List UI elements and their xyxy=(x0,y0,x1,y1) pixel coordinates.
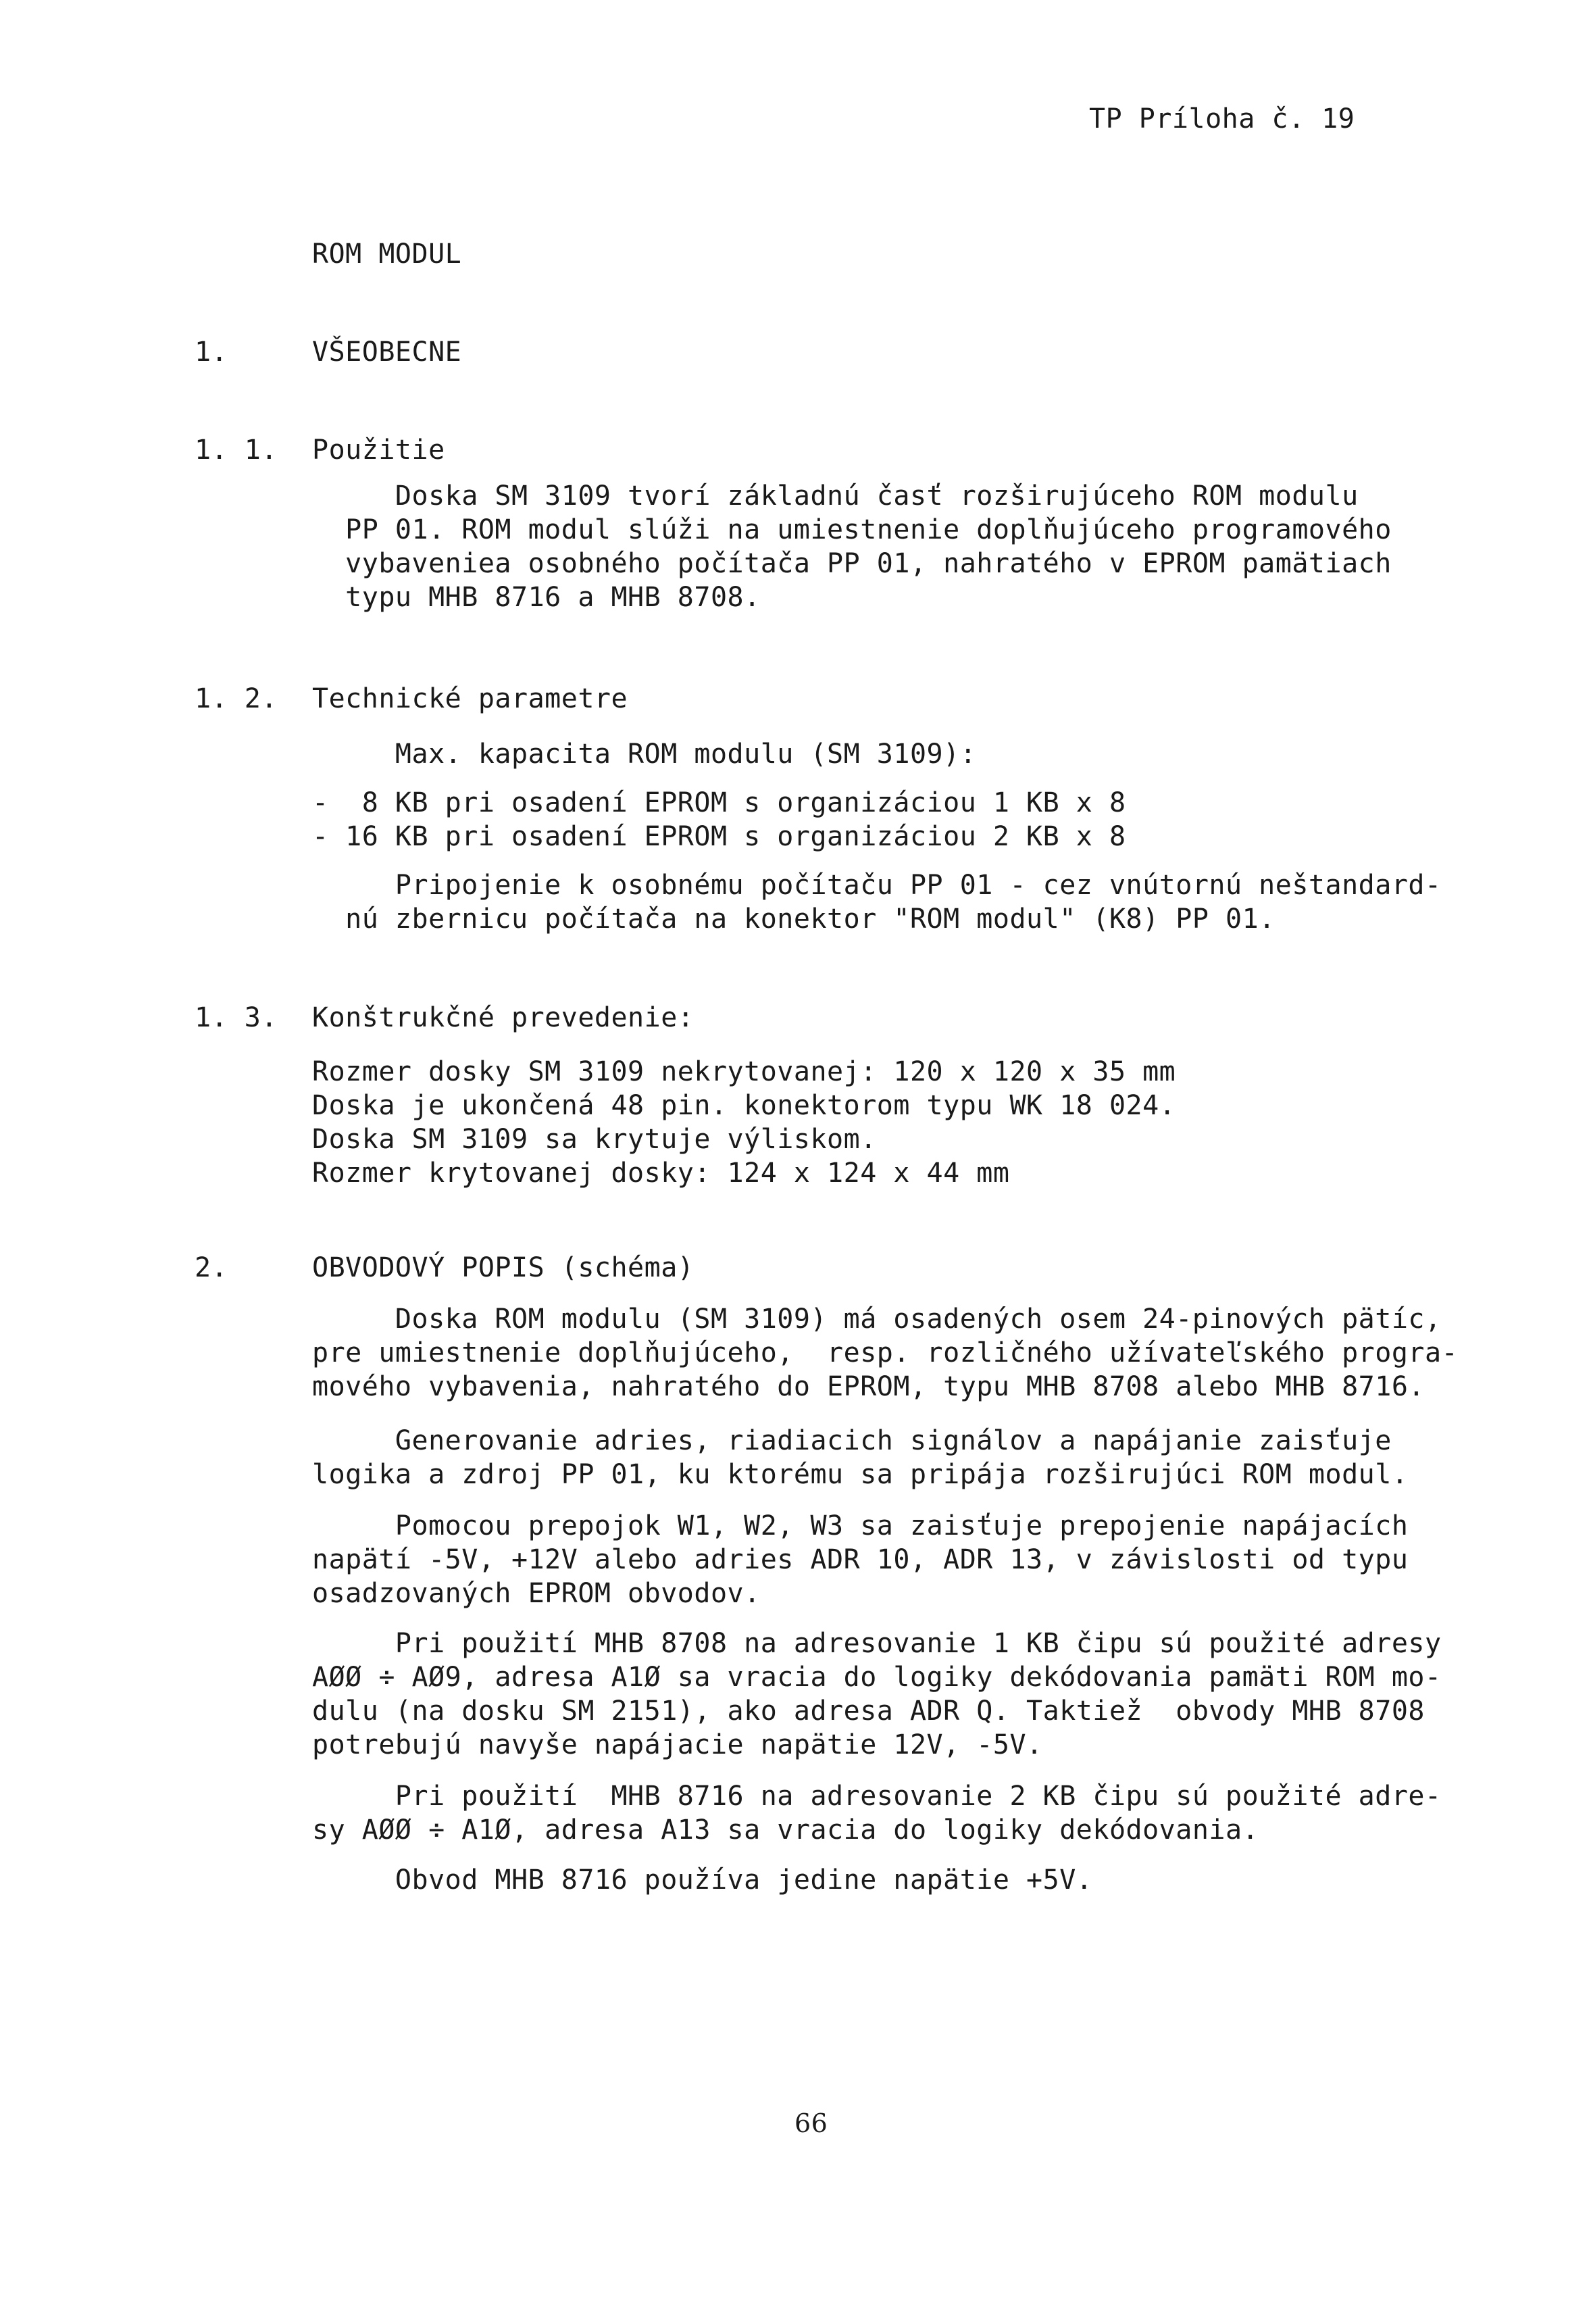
circuit-p1-line-3: mového vybavenia, nahratého do EPROM, typu MHB 8708 alebo MHB 8716. xyxy=(312,1371,1425,1402)
section-2-number: 2. xyxy=(195,1252,228,1283)
section-1-3-number: 1. 3. xyxy=(195,1002,278,1033)
section-1-1-line-3: vybaveniea osobného počítača PP 01, nahratého v EPROM pamätiach xyxy=(312,548,1392,579)
circuit-p4-line-1: Pri použití MHB 8708 na adresovanie 1 KB čipu sú použité adresy xyxy=(312,1628,1442,1659)
capacity-caption: Max. kapacita ROM modulu (SM 3109): xyxy=(312,739,977,770)
construction-line-1: Rozmer dosky SM 3109 nekrytovanej: 120 x 120 x 35 mm xyxy=(312,1056,1176,1087)
circuit-p4-line-2: AØØ ÷ AØ9, adresa A1Ø sa vracia do logiky dekódovania pamäti ROM mo- xyxy=(312,1662,1442,1693)
section-1-1-number: 1. 1. xyxy=(195,435,278,466)
section-1-2-heading: Technické parametre xyxy=(312,683,628,714)
circuit-p5-line-1: Pri použití MHB 8716 na adresovanie 2 KB čipu sú použité adre- xyxy=(312,1781,1442,1812)
circuit-p5-line-2: sy AØØ ÷ A1Ø, adresa A13 sa vracia do logiky dekódovania. xyxy=(312,1814,1259,1846)
section-2-heading: OBVODOVÝ POPIS (schéma) xyxy=(312,1252,695,1283)
circuit-p4-line-3: dulu (na dosku SM 2151), ako adresa ADR Q. Taktiež obvody MHB 8708 xyxy=(312,1696,1425,1727)
page-number: 66 xyxy=(794,2108,828,2138)
section-1-2-number: 1. 2. xyxy=(195,683,278,714)
circuit-p1-line-1: Doska ROM modulu (SM 3109) má osadených osem 24-pinových pätíc, xyxy=(312,1304,1442,1335)
circuit-p3-line-1: Pomocou prepojok W1, W2, W3 sa zaisťuje prepojenie napájacích xyxy=(312,1510,1409,1541)
section-1-1-heading: Použitie xyxy=(312,435,445,466)
circuit-p1-line-2: pre umiestnenie doplňujúceho, resp. rozličného užívateľského progra- xyxy=(312,1337,1459,1368)
section-1-heading: VŠEOBECNE xyxy=(312,337,462,368)
circuit-p4-line-4: potrebujú navyše napájacie napätie 12V, -5V. xyxy=(312,1729,1043,1760)
circuit-p3-line-3: osadzovaných EPROM obvodov. xyxy=(312,1578,761,1609)
document-title: ROM MODUL xyxy=(312,239,462,270)
capacity-item-8kb: - 8 KB pri osadení EPROM s organizáciou 1 KB x 8 xyxy=(312,787,1126,818)
circuit-p2-line-2: logika a zdroj PP 01, ku ktorému sa pripája rozširujúci ROM modul. xyxy=(312,1459,1409,1490)
section-1-3-heading: Konštrukčné prevedenie: xyxy=(312,1002,695,1033)
section-1-1-line-1: Doska SM 3109 tvorí základnú časť rozširujúceho ROM modulu xyxy=(312,480,1359,512)
connection-line-2: nú zbernicu počítača na konektor "ROM modul" (K8) PP 01. xyxy=(312,904,1276,935)
construction-line-2: Doska je ukončená 48 pin. konektorom typu WK 18 024. xyxy=(312,1090,1176,1121)
circuit-p6-line-1: Obvod MHB 8716 používa jedine napätie +5V. xyxy=(312,1864,1093,1896)
circuit-p3-line-2: napätí -5V, +12V alebo adries ADR 10, ADR 13, v závislosti od typu xyxy=(312,1544,1409,1575)
construction-line-3: Doska SM 3109 sa krytuje výliskom. xyxy=(312,1124,877,1155)
circuit-p2-line-1: Generovanie adries, riadiacich signálov a napájanie zaisťuje xyxy=(312,1425,1392,1456)
page-header: TP Príloha č. 19 xyxy=(1089,103,1355,134)
construction-line-4: Rozmer krytovanej dosky: 124 x 124 x 44 mm xyxy=(312,1158,1010,1189)
capacity-item-16kb: - 16 KB pri osadení EPROM s organizáciou 2 KB x 8 xyxy=(312,821,1126,852)
section-1-1-line-4: typu MHB 8716 a MHB 8708. xyxy=(312,582,761,613)
connection-line-1: Pripojenie k osobnému počítaču PP 01 - cez vnútornú neštandard- xyxy=(312,870,1442,901)
section-1-number: 1. xyxy=(195,337,228,368)
section-1-1-line-2: PP 01. ROM modul slúži na umiestnenie doplňujúceho programového xyxy=(312,514,1392,545)
